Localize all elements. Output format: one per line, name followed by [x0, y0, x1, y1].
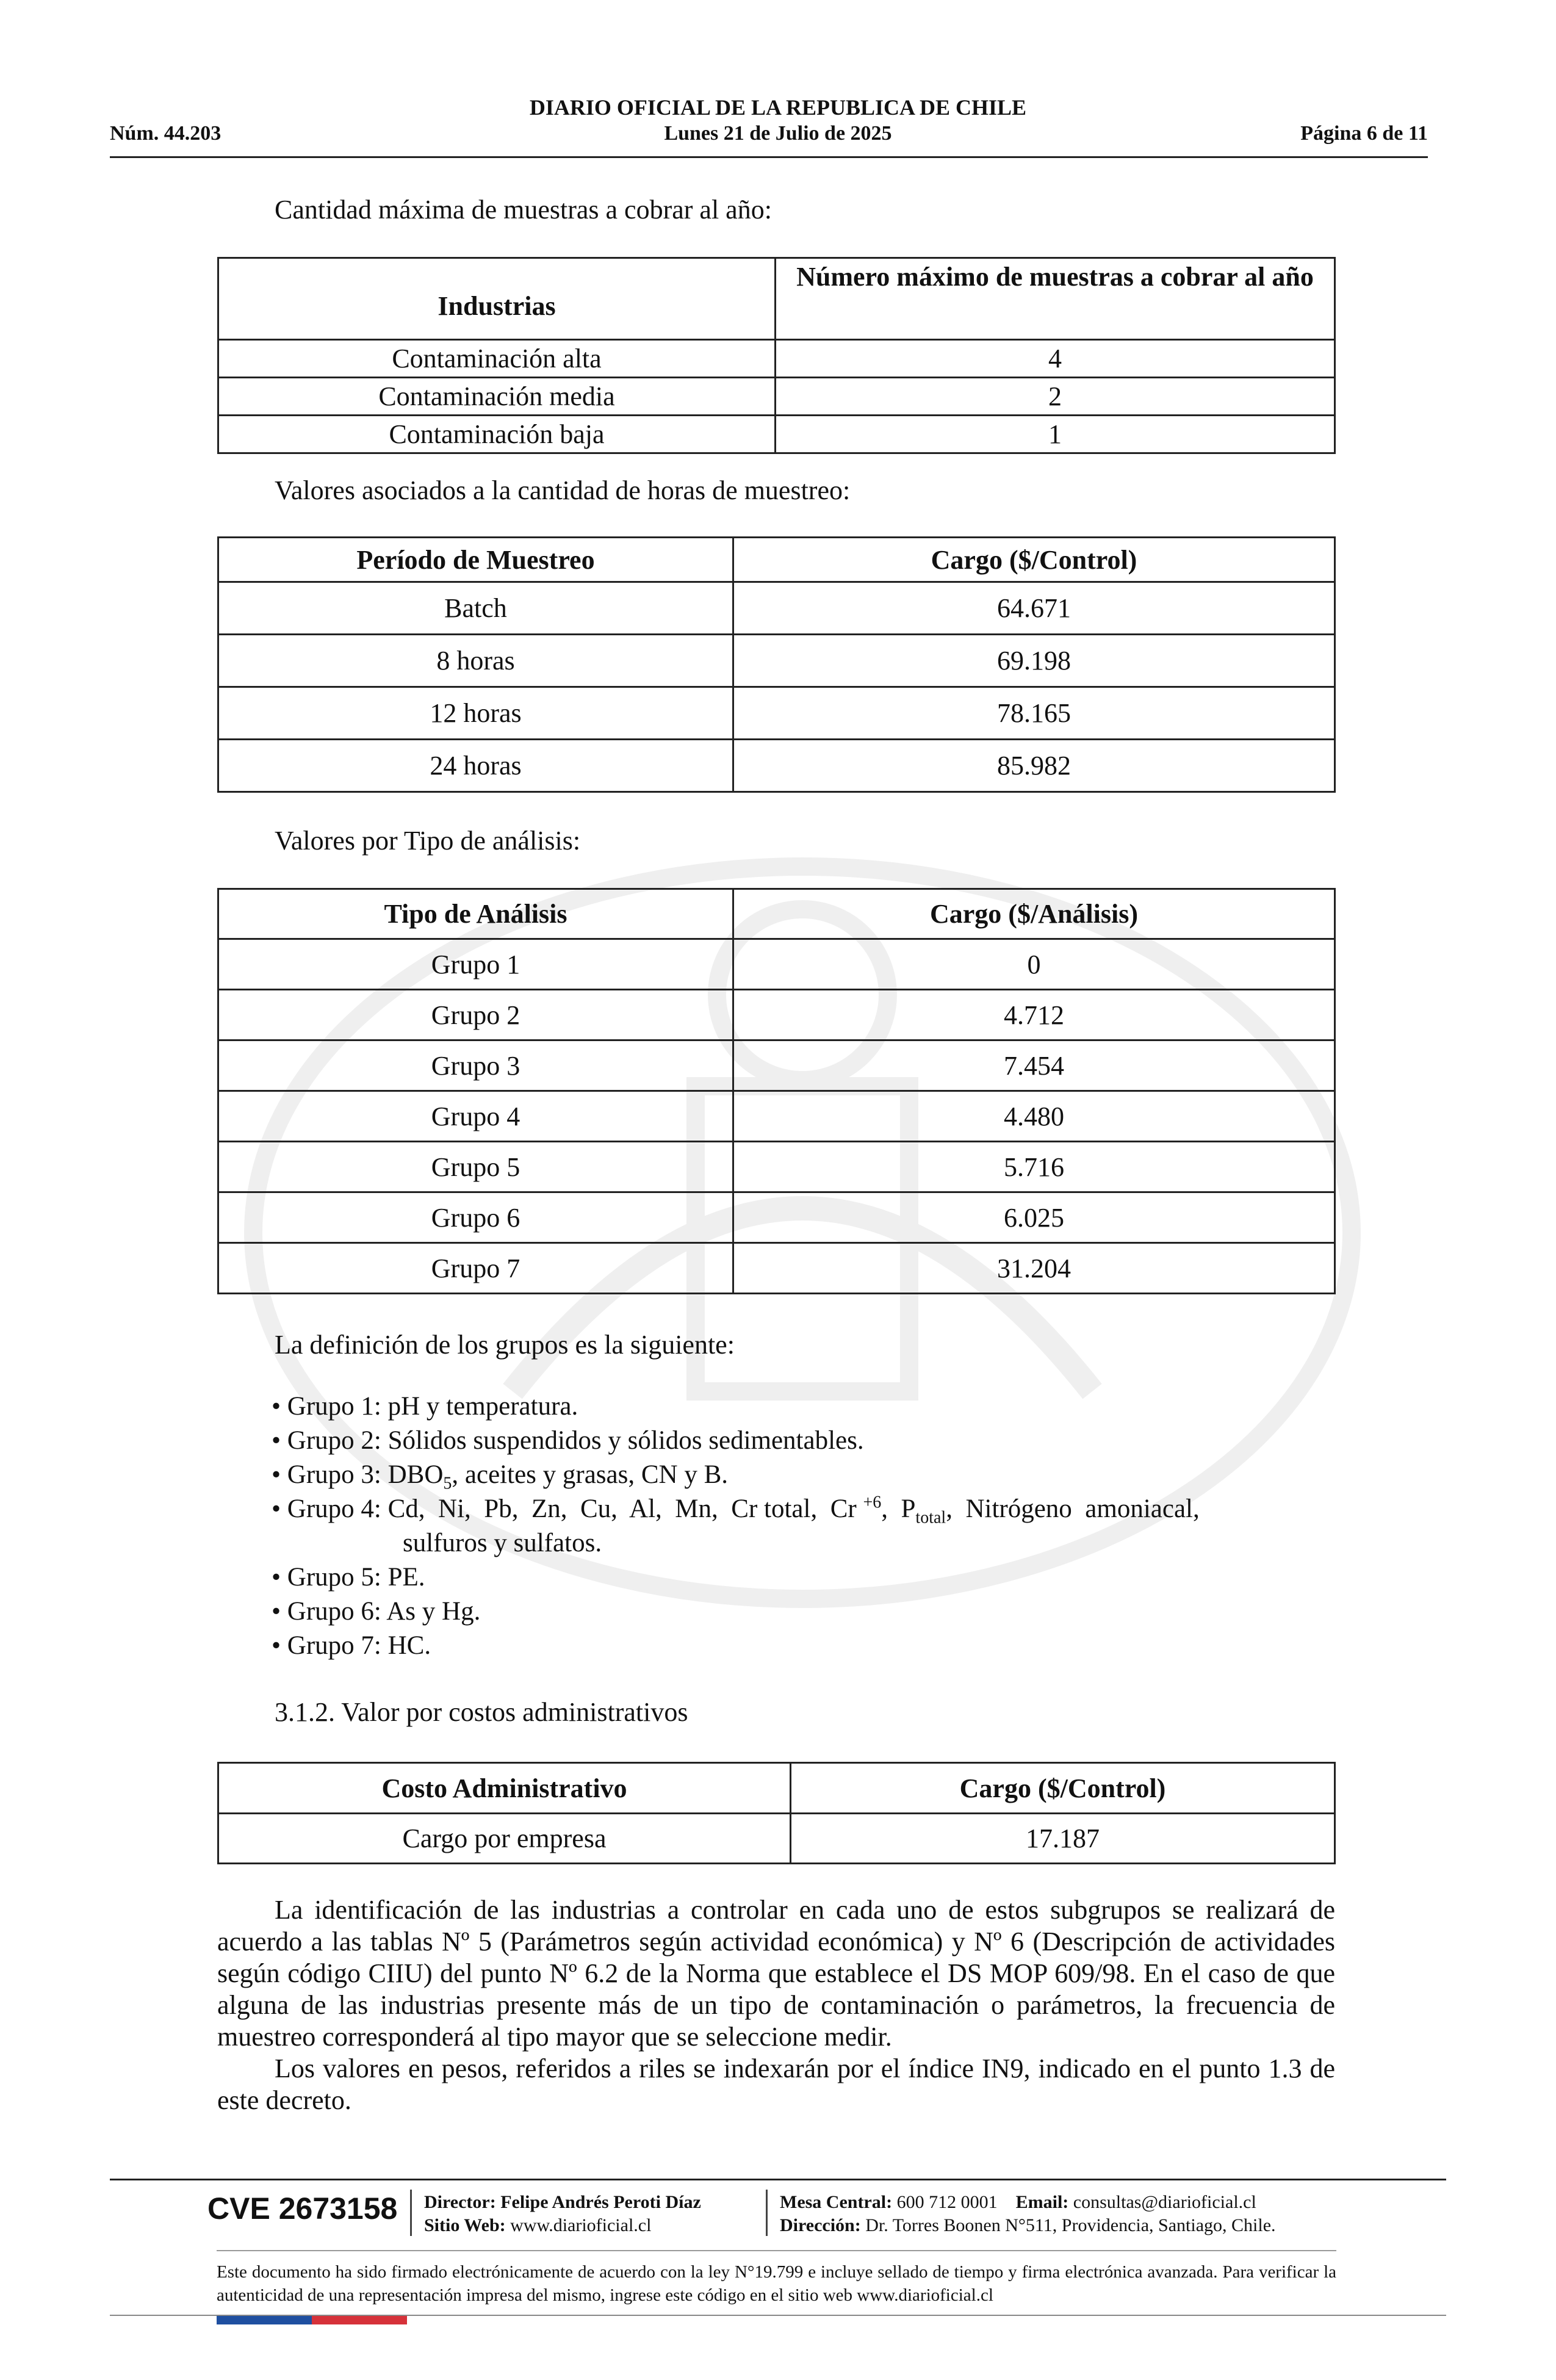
- samples-intro: Cantidad máxima de muestras a cobrar al año:: [275, 195, 772, 225]
- column-header: Costo Administrativo: [218, 1763, 791, 1814]
- page-number: Página 6 de 11: [1300, 122, 1428, 145]
- table-row: [218, 635, 1335, 687]
- table-cell: 7.454: [733, 1040, 1335, 1091]
- table-cell: Contaminación alta: [218, 340, 776, 378]
- contact-line: Mesa Central: 600 712 0001 Email: consultas@diarioficial.cl: [780, 2192, 1256, 2212]
- table-cell: 4: [776, 340, 1335, 378]
- table-cell: 12 horas: [218, 687, 733, 740]
- director-line: Director: Felipe Andrés Peroti Díaz: [424, 2192, 701, 2212]
- admin-cost-table: [217, 1762, 1336, 1864]
- body-paragraph: Los valores en pesos, referidos a riles se indexarán por el índice IN9, indicado en el punto 1.3 de este decreto.: [217, 2054, 1335, 2115]
- table-cell: 78.165: [733, 687, 1335, 740]
- header-divider: [110, 156, 1428, 158]
- table-cell: Grupo 6: [218, 1192, 733, 1243]
- table-cell: Grupo 5: [218, 1142, 733, 1192]
- analysis-table: [217, 888, 1336, 1294]
- table-cell: 0: [733, 939, 1335, 990]
- table-cell: Grupo 2: [218, 990, 733, 1040]
- cve-code: CVE 2673158: [207, 2191, 398, 2226]
- table-cell: 4.480: [733, 1091, 1335, 1142]
- table-cell: 24 horas: [218, 740, 733, 792]
- table-cell: 64.671: [733, 582, 1335, 635]
- flag-bar-red: [312, 2316, 407, 2324]
- table-row: [218, 687, 1335, 740]
- table-cell: Cargo por empresa: [218, 1814, 791, 1864]
- website-link[interactable]: www.diarioficial.cl: [510, 2215, 652, 2235]
- flag-bar-blue: [217, 2316, 312, 2324]
- table-cell: Grupo 3: [218, 1040, 733, 1091]
- table-cell: 4.712: [733, 990, 1335, 1040]
- table-row: [218, 1040, 1335, 1091]
- table-row: [218, 939, 1335, 990]
- table-row: [218, 1192, 1335, 1243]
- table-row: [218, 378, 1335, 416]
- table-cell: 6.025: [733, 1192, 1335, 1243]
- issue-date: Lunes 21 de Julio de 2025: [664, 122, 892, 145]
- table-cell: 1: [776, 416, 1335, 453]
- table-cell: 5.716: [733, 1142, 1335, 1192]
- table-row: [218, 582, 1335, 635]
- footer-separator: [410, 2190, 412, 2236]
- groups-intro: La definición de los grupos es la siguiente:: [275, 1330, 735, 1360]
- column-header: Tipo de Análisis: [218, 889, 733, 939]
- table-row: [218, 1243, 1335, 1294]
- table-header-row: [218, 538, 1335, 582]
- table-header-row: [218, 1763, 1335, 1814]
- table-cell: 69.198: [733, 635, 1335, 687]
- table-cell: 2: [776, 378, 1335, 416]
- table-cell: 85.982: [733, 740, 1335, 792]
- list-item: • Grupo 3: $DBO_5$, aceites y grasas, CN y B.: [272, 1460, 729, 1493]
- column-header: Industrias: [218, 258, 776, 340]
- table-header-row: [218, 889, 1335, 939]
- column-header: Número máximo de muestras a cobrar al año: [776, 258, 1335, 340]
- list-item: • Grupo 1: pH y temperatura.: [272, 1392, 578, 1421]
- column-header: Cargo ($/Análisis): [733, 889, 1335, 939]
- body-paragraph: La identificación de las industrias a controlar en cada uno de estos subgrupos se realizará de acuerdo a las tablas Nº 5 (Parámetros según actividad económica) y Nº 6 (Descripción de actividades según código CIIU) del punto Nº 6.2 de la Norma que establece el DS MOP 609/98. En el caso de que alguna de las industrias presente más de un tipo de contaminación o parámetros, la frecuencia de muestreo corresponderá al tipo mayor que se seleccione medir.: [217, 1895, 1335, 2052]
- table-row: [218, 1142, 1335, 1192]
- analysis-intro: Valores por Tipo de análisis:: [275, 826, 581, 856]
- table-row: [218, 1091, 1335, 1142]
- list-item: • Grupo 7: HC.: [272, 1631, 431, 1660]
- email-link[interactable]: consultas@diarioficial.cl: [1073, 2192, 1256, 2212]
- column-header: Cargo ($/Control): [791, 1763, 1335, 1814]
- list-item: • Grupo 2: Sólidos suspendidos y sólidos sedimentables.: [272, 1426, 864, 1455]
- table-cell: Grupo 1: [218, 939, 733, 990]
- table-row: [218, 416, 1335, 453]
- sampling-hours-intro: Valores asociados a la cantidad de horas de muestreo:: [275, 475, 851, 505]
- signature-note: Este documento ha sido firmado electrónicamente de acuerdo con la ley N°19.799 e incluye sellado de tiempo y firma electrónica avanzada. Para verificar la autenticidad de una representación impresa del mismo, ingrese este código en el sitio web www.diarioficial.cl: [217, 2262, 1336, 2305]
- table-cell: 31.204: [733, 1243, 1335, 1294]
- list-item-continuation: sulfuros y sulfatos.: [403, 1529, 602, 1557]
- website-line: Sitio Web: www.diarioficial.cl: [424, 2215, 652, 2235]
- table-row: [218, 340, 1335, 378]
- table-header-row: [218, 258, 1335, 340]
- column-header: Período de Muestreo: [218, 538, 733, 582]
- footer-divider: [217, 2250, 1336, 2251]
- table-cell: Grupo 7: [218, 1243, 733, 1294]
- table-cell: Batch: [218, 582, 733, 635]
- table-cell: Contaminación media: [218, 378, 776, 416]
- table-cell: 17.187: [791, 1814, 1335, 1864]
- table-row: [218, 1814, 1335, 1864]
- table-cell: Contaminación baja: [218, 416, 776, 453]
- sampling-period-table: [217, 536, 1336, 793]
- table-row: [218, 990, 1335, 1040]
- publication-title: DIARIO OFICIAL DE LA REPUBLICA DE CHILE: [529, 95, 1027, 120]
- admin-costs-heading: 3.1.2. Valor por costos administrativos: [275, 1697, 688, 1727]
- column-header: Cargo ($/Control): [733, 538, 1335, 582]
- footer-divider: [110, 2179, 1446, 2180]
- list-item: • Grupo 5: PE.: [272, 1563, 425, 1592]
- list-item: • Grupo 6: As y Hg.: [272, 1597, 481, 1626]
- issue-number: Núm. 44.203: [110, 122, 222, 145]
- table-cell: 8 horas: [218, 635, 733, 687]
- list-item: • Grupo 4: Cd, Ni, Pb, Zn, Cu, Al, Mn, Cr total, Cr $^{+6}$, $P_{total}$, Nitrógeno amoniacal,: [272, 1493, 1200, 1527]
- samples-table: [217, 257, 1336, 454]
- table-cell: Grupo 4: [218, 1091, 733, 1142]
- footer-separator: [766, 2190, 768, 2236]
- table-row: [218, 740, 1335, 792]
- address-line: Dirección: Dr. Torres Boonen N°511, Providencia, Santiago, Chile.: [780, 2215, 1276, 2235]
